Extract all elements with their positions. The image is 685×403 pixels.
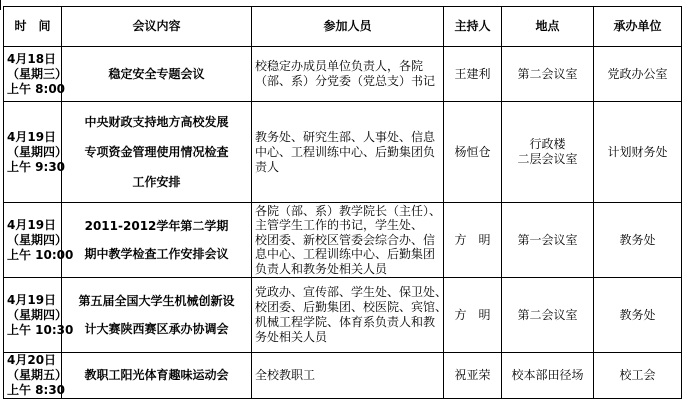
attendee-line: 校稳定办成员单位负责人，各院 xyxy=(255,59,424,73)
attendees-cell xyxy=(252,203,444,278)
table-row xyxy=(4,203,682,278)
date-text: 4月19日 xyxy=(7,292,57,307)
header-attendees: 参加人员 xyxy=(252,7,444,47)
attendee-line: （部、系）分党委（党总支）书记 xyxy=(255,74,436,88)
header-row xyxy=(4,7,682,47)
location-cell xyxy=(502,353,594,399)
topic-line: 中央财政支持地方高校发展 xyxy=(84,115,229,129)
time-text: 上午 8:00 xyxy=(7,81,66,96)
organizer-cell: 教务处 xyxy=(594,203,682,278)
weekday-text: （星期三） xyxy=(7,66,68,81)
attendee-line: 中心、工程训练中心、后勤集团负 xyxy=(255,144,436,159)
attendee-line: 主管学生工作的书记，学生处、 xyxy=(255,218,424,233)
topic-cell xyxy=(62,102,252,203)
time-text: 上午 9:30 xyxy=(7,159,66,174)
attendees-cell xyxy=(252,353,444,399)
host-cell: 方 明 xyxy=(444,203,502,278)
organizer-cell: 党政办公室 xyxy=(594,47,682,102)
host-cell: 祝亚荣 xyxy=(444,353,502,399)
topic-line: 2011-2012学年第二学期 xyxy=(84,219,229,233)
header-organizer: 承办单位 xyxy=(594,7,682,47)
date-text: 4月19日 xyxy=(7,129,57,144)
location-line: 二层会议室 xyxy=(517,152,578,166)
topic-line: 第五届全国大学生机械创新设 xyxy=(78,294,235,308)
topic-line: 教职工阳光体育趣味运动会 xyxy=(84,368,229,382)
organizer-cell: 教务处 xyxy=(594,278,682,353)
topic-line: 专项资金管理使用情况检查 xyxy=(84,145,229,159)
meeting-schedule-table xyxy=(3,6,682,399)
edge-marker xyxy=(0,0,1,10)
location-line: 第二会议室 xyxy=(517,66,578,81)
topic-cell xyxy=(62,278,252,353)
date-text: 4月20日 xyxy=(7,353,57,367)
table-row xyxy=(4,353,682,399)
host-cell: 方 明 xyxy=(444,278,502,353)
attendee-line: 教务处、研究生部、人事处、信息 xyxy=(255,129,436,144)
attendees-cell xyxy=(252,278,448,353)
table-row xyxy=(4,278,682,353)
topic-cell xyxy=(62,353,252,399)
date-text: 4月18日 xyxy=(7,51,57,66)
attendee-line: 各院（部、系）教学院长（主任）、 xyxy=(255,203,442,218)
topic-cell xyxy=(62,203,252,278)
weekday-text: （星期四） xyxy=(7,232,68,247)
attendee-line: 机械工程学院、体育系负责人和教 xyxy=(255,315,436,329)
attendee-line: 息中心、工程训练中心、后勤集团 xyxy=(255,247,436,262)
location-cell xyxy=(502,278,594,353)
table-row xyxy=(4,102,682,203)
time-text: 上午 10:30 xyxy=(7,322,74,337)
weekday-text: （星期四） xyxy=(7,144,68,159)
topic-line: 计大赛陕西赛区承办协调会 xyxy=(84,322,229,336)
attendee-line: 务处相关人员 xyxy=(255,330,328,344)
time-cell xyxy=(4,102,68,203)
weekday-text: （星期五） xyxy=(7,368,68,382)
attendee-line: 全校教职工 xyxy=(255,368,316,382)
topic-line: 稳定安全专题会议 xyxy=(108,66,205,81)
host-cell: 王建利 xyxy=(444,47,502,102)
time-text: 上午 8:30 xyxy=(7,383,66,397)
location-line: 校本部田径场 xyxy=(511,368,584,382)
time-cell xyxy=(4,47,68,102)
time-cell xyxy=(4,353,68,399)
attendee-line: 校团委、新校区管委会综合办、信 xyxy=(255,232,436,247)
time-cell xyxy=(4,278,74,353)
attendee-line: 负责人和教务处相关人员 xyxy=(255,261,388,276)
header-host: 主持人 xyxy=(444,7,502,47)
topic-line: 工作安排 xyxy=(132,175,181,189)
organizer-cell: 校工会 xyxy=(594,353,682,399)
table-row xyxy=(4,47,682,102)
header-topic: 会议内容 xyxy=(62,7,252,47)
attendee-line: 责人 xyxy=(255,159,280,174)
topic-line: 期中教学检查工作安排会议 xyxy=(84,247,229,261)
attendees-cell xyxy=(252,102,444,203)
attendee-line: 校团委、后勤集团、校医院、宾馆、 xyxy=(255,300,448,314)
host-cell: 杨恒仓 xyxy=(444,102,502,203)
date-text: 4月19日 xyxy=(7,217,57,232)
topic-cell xyxy=(62,47,252,102)
time-text: 上午 10:00 xyxy=(7,247,74,262)
attendees-cell xyxy=(252,47,444,102)
location-line: 第一会议室 xyxy=(517,232,578,247)
location-cell xyxy=(502,47,594,102)
location-line: 行政楼 xyxy=(529,137,566,151)
time-cell xyxy=(4,203,74,278)
weekday-text: （星期四） xyxy=(7,307,68,322)
attendee-line: 党政办、宣传部、学生处、保卫处、 xyxy=(255,285,448,299)
header-location: 地点 xyxy=(502,7,594,47)
location-cell xyxy=(502,203,594,278)
location-cell xyxy=(502,102,594,203)
location-line: 第二会议室 xyxy=(517,307,578,322)
header-time: 时 间 xyxy=(4,7,62,47)
organizer-cell: 计划财务处 xyxy=(594,102,682,203)
